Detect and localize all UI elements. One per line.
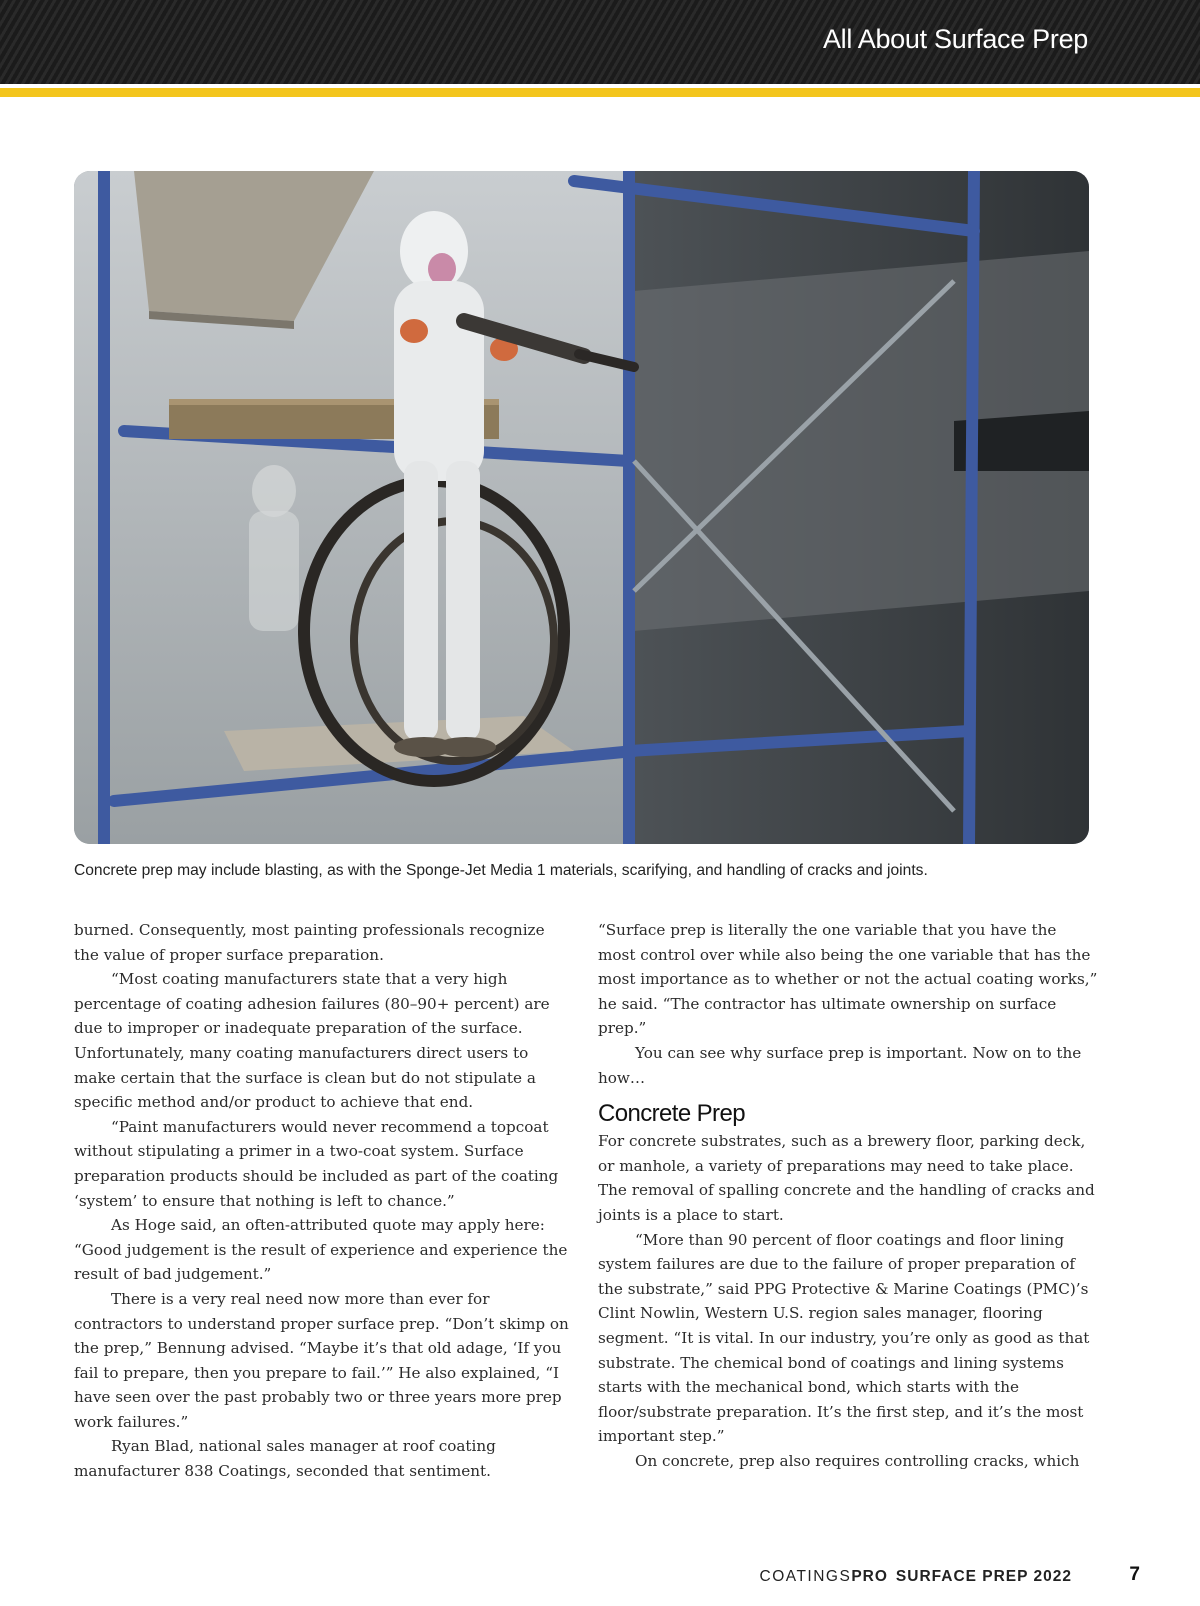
article-photo [74,171,1089,844]
paragraph: On concrete, prep also requires controlling cracks, which [635,1451,1080,1470]
paragraph: “Surface prep is literally the one variable that you have the most control over while also being the one variable that has the most importance as to whether or not the actual coating works,” he said. “The contractor has ultimate ownership on surface prep.” [598,921,1098,1038]
header-banner [0,0,1200,84]
paragraph: As Hoge said, an often-attributed quote may apply here: “Good judgement is the result of experience and experience the result of bad judgement.” [74,1216,568,1284]
page-number: 7 [1129,1564,1140,1585]
article-column-left [74,918,574,1484]
background-worker [252,465,296,517]
section-heading: Concrete Prep [598,1100,745,1128]
accent-stripe [0,88,1200,97]
glove [400,319,428,343]
paragraph: burned. Consequently, most painting professionals recognize the value of proper surface preparation. [74,921,545,964]
footer-publication [760,1568,1073,1586]
brand-prefix: COATINGS [759,1568,852,1585]
issue-label: SURFACE PREP 2022 [895,1568,1072,1585]
respirator [428,253,456,285]
scaffold-blasting-illustration [74,171,1089,844]
paragraph: “Paint manufacturers would never recommend a topcoat without stipulating a primer in a two-coat system. Surface preparation products should be included as part of the coating ‘system’ to ensure that nothing is left to chance.” [74,1117,559,1210]
paragraph: You can see why surface prep is important. Now on to the how… [598,1043,1082,1087]
paragraph: “Most coating manufacturers state that a very high percentage of coating adhesion failures (80–90+ percent) are due to improper or inadequate preparation of the surface. Unfortunately, many coating manufacturers direct users to make certain that the surface is clean but do not stipulate a specific method and/or product to achieve that end. [74,970,550,1112]
brand-suffix: PRO [851,1568,888,1585]
photo-caption: Concrete prep may include blasting, as with the Sponge-Jet Media 1 materials, scarifying, and handling of cracks and joints. [74,862,928,879]
paragraph: “More than 90 percent of floor coatings and floor lining system failures are due to the failure of proper preparation of the substrate,” said PPG Protective & Marine Coatings (PMC)’s Clint Nowlin, Western U.S. region sales manager, flooring segment. “It is vital. In our industry, you’re only as good as that substrate. The chemical bond of coatings and lining systems starts with the mechanical bond, which starts with the floor/substrate preparation. It’s the first step, and it’s the most important step.” [598,1230,1090,1446]
paragraph: There is a very real need now more than ever for contractors to understand proper surface prep. “Don’t skimp on the prep,” Bennung advised. “Maybe it’s that old adage, ‘If you fail to prepare, then you prepare to fail.’” He also explained, “I have seen over the past probably two or three years more prep work failures.” [74,1289,569,1431]
paragraph: Ryan Blad, national sales manager at roof coating manufacturer 838 Coatings, seconded that sentiment. [74,1437,496,1481]
paragraph: For concrete substrates, such as a brewery floor, parking deck, or manhole, a variety of preparations may need to take place. The removal of spalling concrete and the handling of cracks and joints is a place to start. [598,1132,1095,1224]
section-title: All About Surface Prep [822,24,1088,54]
article-column-right [598,918,1098,1473]
